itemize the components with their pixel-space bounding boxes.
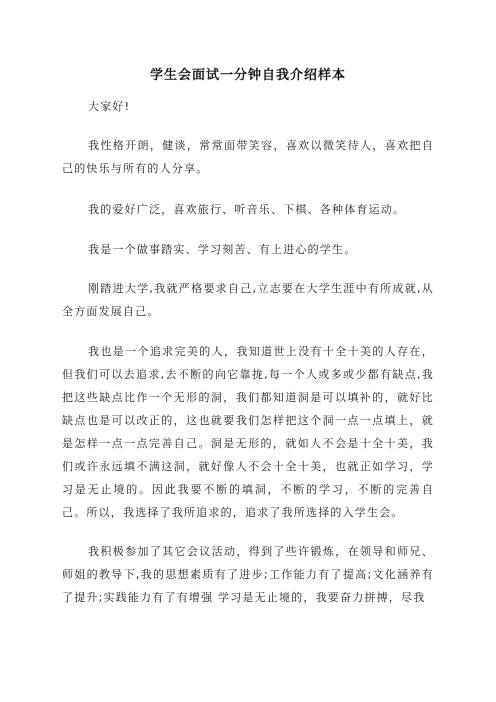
paragraph-attitude: 我是一个做事踏实、学习刻苦、有上进心的学生。 bbox=[88, 243, 357, 256]
paragraph-university: 刚踏进大学,我就严格要求自己,立志要在大学生涯中有所成就,从全方面发展自己。 bbox=[62, 282, 434, 318]
paragraph-hobbies: 我的爱好广泛，喜欢旅行、听音乐、下棋、各种体育运动。 bbox=[88, 203, 406, 216]
paragraph-perfection: 我也是一个追求完美的人，我知道世上没有十全十美的人存在，但我们可以去追求,去不断的向它靠拢,每一个人或多或少都有缺点,我把这些缺点比作一个无形的洞，我们都知道洞是可以填补的，就好比缺点也是可以改正的，这也就要我们怎样把这个洞一点一点填上，就是怎样一点一点完善自己。洞是无形的，就如人不会是十全十美，我们或许永远填不满这洞，就好像人不会十全十美，也就正如学习，学习是无止境的。因此我要不断的填洞，不断的学习，不断的完善自己。所以，我选择了我所追求的，追求了我所选择的入学生会。 bbox=[62, 345, 434, 519]
paragraph-personality: 我性格开朗，健谈，常常面带笑容，喜欢以微笑待人，喜欢把自己的快乐与所有的人分享。 bbox=[62, 139, 434, 175]
document-title: 学生会面试一分钟自我介绍样本 bbox=[149, 68, 346, 83]
paragraph-activities: 我积极参加了其它会议活动，得到了些许锻炼，在领导和师兄、师姐的教导下,我的思想素质有了进步;工作能力有了提高;文化涵养有了提升;实践能力有了有增强 学习是无止境的，我要奋力拼搏，尽我 bbox=[62, 545, 434, 604]
paragraph-greeting: 大家好! bbox=[88, 100, 131, 113]
